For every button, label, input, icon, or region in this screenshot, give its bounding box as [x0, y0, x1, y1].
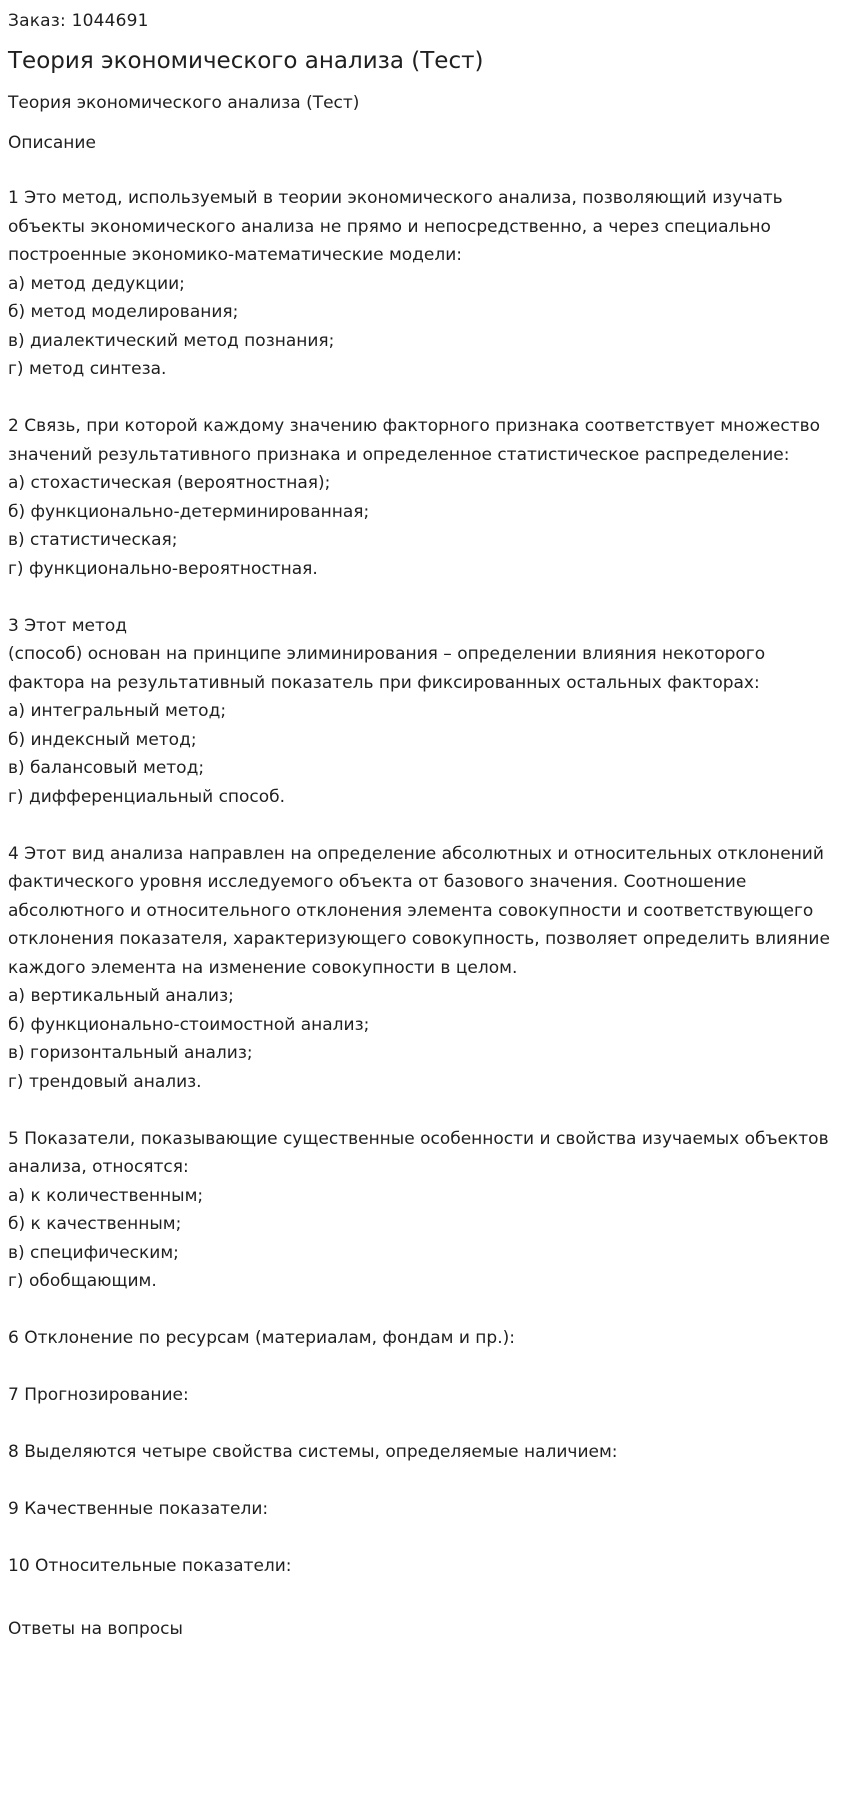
question-block [8, 840, 839, 1097]
answer-option: а) к количественным; [8, 1185, 204, 1206]
answer-option: б) функционально-детерминированная; [8, 501, 370, 522]
question-block [8, 412, 839, 583]
order-number: Заказ: 1044691 [8, 11, 149, 31]
answer-option: а) интегральный метод; [8, 701, 227, 721]
answer-option: в) горизонтальный анализ; [8, 1043, 253, 1063]
answer-option: а) метод дедукции; [8, 273, 185, 294]
question-text: 7 Прогнозирование: [8, 1385, 189, 1405]
answer-option: г) обобщающим. [8, 1271, 157, 1291]
question-block [8, 1381, 839, 1410]
question-text: 8 Выделяются четыре свойства системы, определяемые наличием: [8, 1442, 618, 1462]
answer-option: в) диалектический метод познания; [8, 330, 335, 351]
question-block [8, 1125, 839, 1296]
page-title: Теория экономического анализа (Тест) [8, 48, 484, 74]
question-text: 1 Это метод, используемый в теории экономического анализа, позволяющий изучать объекты экономического анализа не прямо и непосредственно, а через специально построенные экономико-математические модели: [8, 188, 789, 265]
answer-option: в) специфическим; [8, 1242, 179, 1263]
answer-option: б) индексный метод; [8, 729, 197, 750]
answer-option: г) трендовый анализ. [8, 1071, 202, 1092]
question-text: 6 Отклонение по ресурсам (материалам, фондам и пр.): [8, 1328, 515, 1348]
answer-option: б) метод моделирования; [8, 302, 239, 322]
question-block [8, 1495, 839, 1524]
answer-option: а) стохастическая (вероятностная); [8, 473, 331, 493]
question-text: 9 Качественные показатели: [8, 1499, 269, 1519]
question-text: 5 Показатели, показывающие существенные особенности и свойства изучаемых объектов анализа, относятся: [8, 1128, 834, 1177]
answer-option: г) функционально-вероятностная. [8, 558, 318, 579]
question-block [8, 184, 839, 384]
answer-option: в) статистическая; [8, 530, 178, 550]
question-text: 3 Этот метод (способ) основан на принципе элиминирования – определении влияния некоторого фактора на результативный показатель при фиксированных остальных факторах: [8, 615, 766, 693]
answer-option: в) балансовый метод; [8, 758, 205, 778]
question-block [8, 1552, 839, 1581]
answer-option: г) дифференциальный способ. [8, 786, 286, 807]
answers-heading: Ответы на вопросы [8, 1618, 183, 1639]
question-text: 10 Относительные показатели: [8, 1556, 292, 1576]
page-subtitle: Теория экономического анализа (Тест) [8, 93, 360, 113]
answer-option: б) к качественным; [8, 1214, 182, 1234]
questions-list [8, 184, 839, 1581]
question-block [8, 1324, 839, 1353]
question-block [8, 612, 839, 812]
answer-option: б) функционально-стоимостной анализ; [8, 1014, 370, 1035]
question-text: 4 Этот вид анализа направлен на определение абсолютных и относительных отклонений фактического уровня исследуемого объекта от базового значения. Соотношение абсолютного и относительного отклонения элемента совокупности и соответствующего отклонения показателя, характеризующего совокупность, позволяет определить влияние каждого элемента на изменение совокупности в целом. [8, 843, 836, 978]
description-heading: Описание [8, 133, 96, 153]
answer-option: г) метод синтеза. [8, 359, 167, 379]
question-block [8, 1438, 839, 1467]
answer-option: а) вертикальный анализ; [8, 986, 234, 1006]
question-text: 2 Связь, при которой каждому значению факторного признака соответствует множество значений результативного признака и определенное статистическое распределение: [8, 416, 826, 465]
